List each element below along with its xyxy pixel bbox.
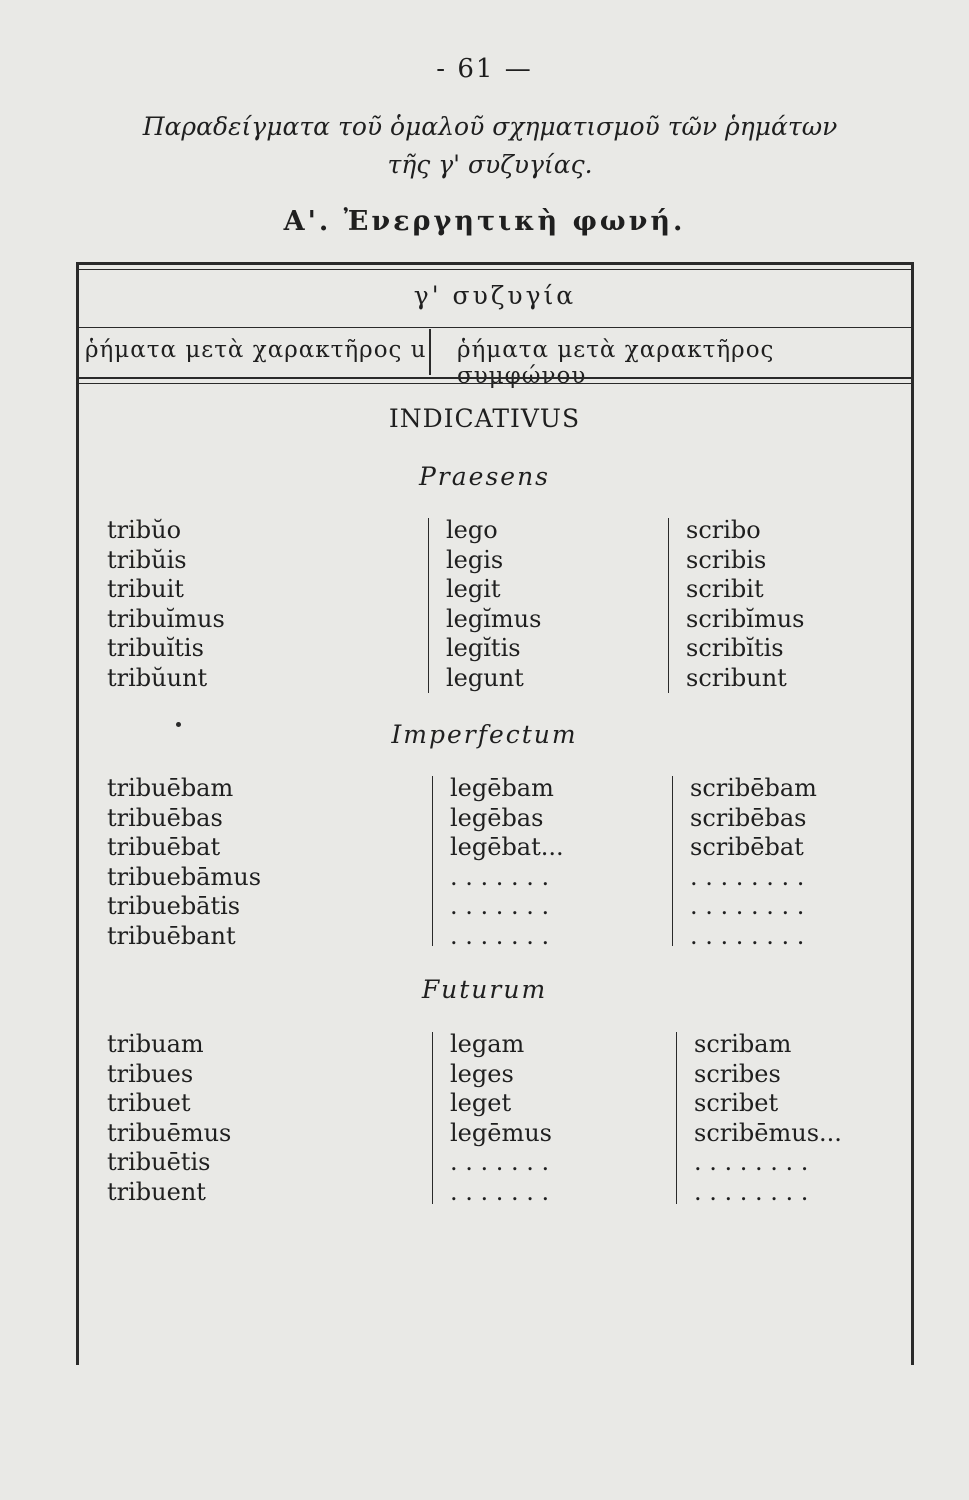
verb-form: tribuent — [107, 1177, 206, 1206]
column-divider — [428, 518, 429, 693]
verb-form: lego — [446, 516, 498, 544]
verb-form: . . . . . . . — [450, 1148, 550, 1177]
verb-form: tribuēbant — [107, 921, 236, 950]
verb-form: tribuēbam — [107, 774, 234, 802]
table-rule — [79, 327, 911, 328]
tense-heading-praesens: Praesens — [418, 462, 551, 491]
verb-form: legam — [450, 1030, 525, 1058]
verb-form: scribēmus... — [694, 1118, 842, 1147]
verb-form: scribēbam — [690, 774, 817, 802]
verb-form: legunt — [446, 663, 524, 692]
verb-form: leges — [450, 1059, 514, 1088]
verb-form: . . . . . . . . — [694, 1177, 809, 1206]
verb-form: tribuit — [107, 575, 184, 604]
column-divider — [672, 776, 673, 946]
mood-heading: INDICATIVUS — [388, 404, 581, 433]
verb-form: scribēbat — [690, 833, 804, 862]
verb-form: legēbas — [450, 803, 544, 832]
verb-form: . . . . . . . . — [690, 892, 805, 921]
verb-form: tribuam — [107, 1030, 204, 1058]
verb-form: . . . . . . . — [450, 1177, 550, 1206]
header-left: ῥήματα μετὰ χαρακτῆρος u — [85, 337, 427, 363]
futurum-col-1 — [107, 1030, 231, 1208]
verb-form: tribuĭmus — [107, 604, 225, 633]
column-divider — [432, 776, 433, 946]
voice-heading: Α'. Ἐνεργητικὴ φωνή. — [283, 206, 686, 237]
verb-form: scribet — [694, 1089, 779, 1118]
verb-form: tribuĭtis — [107, 634, 204, 663]
verb-form: tribues — [107, 1059, 194, 1088]
page-subtitle: τῆς γ' συζυγίας. — [387, 150, 593, 179]
verb-form: scribit — [686, 575, 764, 604]
column-divider — [676, 1032, 677, 1204]
verb-form: tribuēmus — [107, 1118, 232, 1147]
verb-form: tribuet — [107, 1089, 191, 1118]
conjugation-heading: γ' συζυγία — [413, 281, 577, 310]
header-right: ῥήματα μετὰ χαρακτῆρος συμφώνου — [457, 337, 775, 389]
imperfectum-col-1 — [107, 774, 261, 952]
verb-form: legĭmus — [446, 604, 542, 633]
table-rule — [79, 377, 911, 379]
verb-form: scribĭmus — [686, 604, 805, 633]
verb-form: scribēbas — [690, 803, 807, 832]
futurum-col-2 — [450, 1030, 552, 1208]
verb-form: scribes — [694, 1059, 781, 1088]
imperfectum-col-2 — [450, 774, 564, 952]
header-separator — [429, 329, 431, 375]
verb-form: legēbat... — [450, 833, 564, 862]
verb-form: tribuebāmus — [107, 862, 262, 891]
page-title: Παραδείγματα τοῦ ὁμαλοῦ σχηματισμοῦ τῶν ῥημάτων — [142, 112, 838, 141]
verb-form: legit — [446, 575, 501, 604]
verb-form: scribo — [686, 516, 761, 544]
verb-form: tribuēbat — [107, 833, 221, 862]
praesens-col-1 — [107, 516, 225, 694]
verb-form: tribŭo — [107, 516, 182, 544]
column-divider — [668, 518, 669, 693]
verb-form: scribunt — [686, 663, 787, 692]
verb-form: . . . . . . . — [450, 862, 550, 891]
tense-heading-futurum: Futurum — [421, 975, 548, 1004]
praesens-col-2 — [446, 516, 541, 694]
verb-form: scribam — [694, 1030, 792, 1058]
verb-form: . . . . . . . . — [694, 1148, 809, 1177]
verb-form: . . . . . . . . — [690, 862, 805, 891]
verb-form: legis — [446, 545, 504, 574]
verb-form: tribŭunt — [107, 663, 208, 692]
table-top-rule — [79, 269, 911, 270]
verb-form: tribŭis — [107, 545, 187, 574]
page-number: - 61 — — [436, 54, 533, 84]
tense-heading-imperfectum: Imperfectum — [391, 720, 578, 749]
verb-form: scribis — [686, 545, 767, 574]
praesens-col-3 — [686, 516, 804, 694]
futurum-col-3 — [694, 1030, 842, 1208]
verb-form: tribuētis — [107, 1148, 211, 1177]
verb-form: tribuēbas — [107, 803, 223, 832]
imperfectum-col-3 — [690, 774, 817, 952]
verb-form: tribuebātis — [107, 892, 241, 921]
verb-form: . . . . . . . . — [690, 921, 805, 950]
verb-form: legĭtis — [446, 634, 521, 663]
table-rule — [79, 383, 911, 384]
verb-form: . . . . . . . — [450, 892, 550, 921]
verb-form: legēmus — [450, 1118, 552, 1147]
verb-form: leget — [450, 1089, 512, 1118]
verb-form: scribĭtis — [686, 634, 784, 663]
column-divider — [432, 1032, 433, 1204]
verb-form: legēbam — [450, 774, 554, 802]
verb-form: . . . . . . . — [450, 921, 550, 950]
